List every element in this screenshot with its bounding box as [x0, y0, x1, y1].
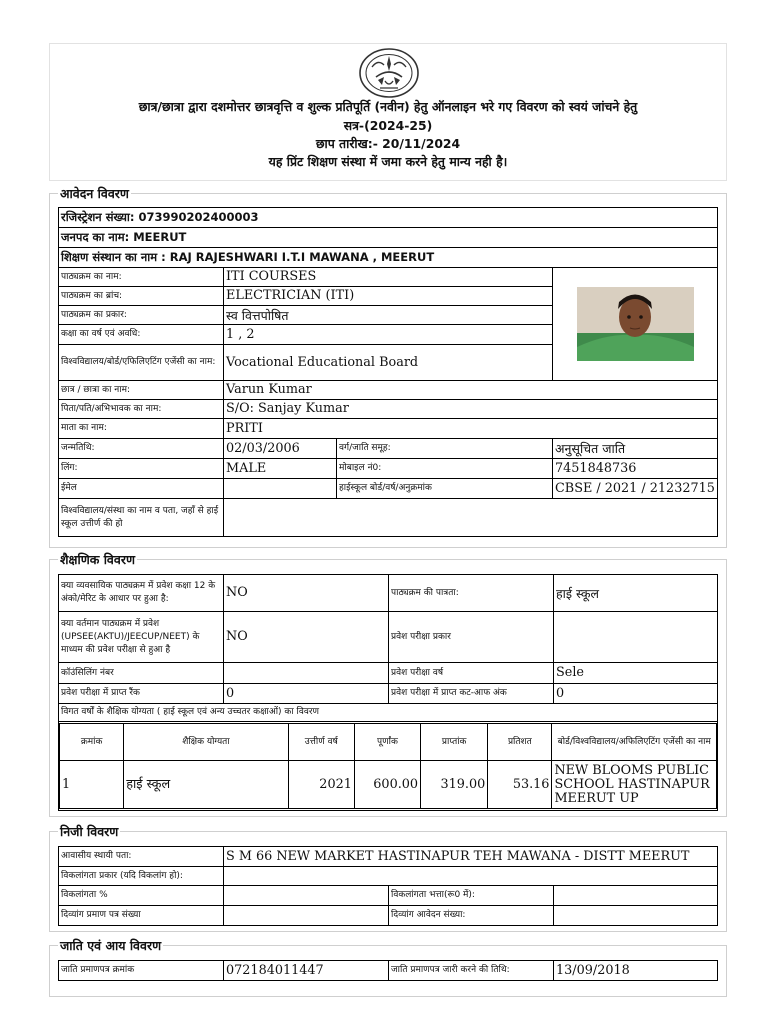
previous-education-label: विगत वर्षों के शैक्षिक योग्यता ( हाई स्कूल एवं अन्य उच्चतर कक्षाओं) का विवरण	[59, 704, 718, 722]
course-name-label: पाठ्यक्रम का नाम:	[59, 268, 224, 287]
counselling-value	[224, 663, 389, 684]
hs-board-value: CBSE / 2021 / 21232715	[553, 479, 718, 499]
vocational-label: क्या व्यवसायिक पाठ्यक्रम में प्रवेश कक्षा 12 के अंको/मेरिट के आधार पर हुआ है:	[59, 575, 224, 612]
institution-name: शिक्षण संस्थान का नाम : RAJ RAJESHWARI I.T.I MAWANA , MEERUT	[59, 248, 718, 268]
emblem-icon	[358, 47, 420, 99]
hs-board-label: हाईस्कूल बोर्ड/वर्ष/अनुक्रमांक	[337, 479, 553, 499]
col-max-marks: पूर्णांक	[354, 724, 420, 761]
divyang-cert-value	[224, 906, 389, 926]
email-label: ईमेल	[59, 479, 224, 499]
board-value: Vocational Educational Board	[224, 345, 553, 381]
gender-label: लिंग:	[59, 459, 224, 479]
eligibility-label: पाठ्यक्रम की पात्रता:	[389, 575, 554, 612]
col-obtained-marks: प्राप्तांक	[421, 724, 488, 761]
vocational-value: NO	[224, 575, 389, 612]
eligibility-value: हाई स्कूल	[554, 575, 718, 612]
address-value: S M 66 NEW MARKET HASTINAPUR TEH MAWANA - DISTT MEERUT	[224, 847, 718, 867]
application-table	[58, 207, 718, 537]
disability-allowance-value	[554, 886, 718, 906]
col-qualification: शैक्षिक योग्यता	[124, 724, 289, 761]
col-pass-year: उत्तीर्ण वर्ष	[288, 724, 354, 761]
caste-cert-label: जाति प्रमाणपत्र क्रमांक	[59, 961, 224, 981]
academic-table	[58, 574, 718, 811]
mother-name-value: PRITI	[224, 419, 718, 439]
disability-allowance-label: विकलांगता भत्ता(रू0 में):	[389, 886, 554, 906]
district-name: जनपद का नाम: MEERUT	[59, 228, 718, 248]
entrance-value: NO	[224, 612, 389, 663]
mobile-value: 7451848736	[553, 459, 718, 479]
row-obtained-marks: 319.00	[421, 761, 488, 809]
photo-cell	[553, 268, 718, 381]
course-type-label: पाठ्यक्रम का प्रकार:	[59, 306, 224, 325]
row-pass-year: 2021	[288, 761, 354, 809]
print-date: छाप तारीख:- 20/11/2024	[315, 136, 461, 151]
board-label: विश्वविद्यालय/बोर्ड/एफिलिएटिंग एजेंसी का नाम:	[59, 345, 224, 381]
gender-value: MALE	[224, 459, 337, 479]
disability-pct-value	[224, 886, 389, 906]
father-name-value: S/O: Sanjay Kumar	[224, 400, 718, 419]
row-serial: 1	[60, 761, 124, 809]
year-value: 1 , 2	[224, 325, 553, 345]
row-qualification: हाई स्कूल	[124, 761, 289, 809]
divyang-app-value	[554, 906, 718, 926]
session-line: सत्र-(2024-25)	[343, 118, 433, 133]
branch-label: पाठ्यक्रम का ब्रांच:	[59, 287, 224, 306]
education-history-table	[59, 723, 717, 809]
col-serial: क्रमांक	[60, 724, 124, 761]
caste-table	[58, 960, 718, 981]
hs-institution-label: विश्वविद्यालय/संस्था का नाम व पता, जहाँ से हाई स्कूल उत्तीर्ण की हो	[59, 499, 224, 537]
exam-type-label: प्रवेश परीक्षा प्रकार	[389, 612, 554, 663]
student-photo	[577, 287, 694, 361]
divyang-cert-label: दिव्यांग प्रमाण पत्र संख्या	[59, 906, 224, 926]
personal-legend: निजी विवरण	[60, 824, 119, 839]
row-max-marks: 600.00	[354, 761, 420, 809]
dob-value: 02/03/2006	[224, 439, 337, 459]
form-title: छात्र/छात्रा द्वारा दशमोत्तर छात्रवृत्ति व शुल्क प्रतिपूर्ति (नवीन) हेतु ऑनलाइन भरे गए विवरण को स्वयं जांचने हेतु	[138, 99, 638, 114]
cutoff-label: प्रवेश परीक्षा में प्राप्त कट-आफ अंक	[389, 684, 554, 704]
edu-table-cell	[59, 722, 718, 811]
exam-year-value: Sele	[554, 663, 718, 684]
validity-note: यह प्रिंट शिक्षण संस्था में जमा करने हेतु मान्य नही है।	[268, 154, 508, 169]
rank-value: 0	[224, 684, 389, 704]
entrance-label: क्या वर्तमान पाठ्यक्रम में प्रवेश (UPSEE(AKTU)/JEECUP/NEET) के माध्यम की प्रवेश परीक्षा से हुआ है	[59, 612, 224, 663]
mother-name-label: माता का नाम:	[59, 419, 224, 439]
course-type-value: स्व वित्तपोषित	[224, 306, 553, 325]
row-percentage: 53.16	[488, 761, 552, 809]
mobile-label: मोबाइल नं0:	[337, 459, 553, 479]
disability-type-label: विकलांगता प्रकार (यदि विकलांग हो):	[59, 867, 224, 886]
disability-pct-label: विकलांगता %	[59, 886, 224, 906]
student-name-label: छात्र / छात्रा का नाम:	[59, 381, 224, 400]
category-label: वर्ग/जाति समूह:	[337, 439, 553, 459]
caste-cert-date-label: जाति प्रमाणपत्र जारी करने की तिथि:	[389, 961, 554, 981]
caste-cert-date-value: 13/09/2018	[554, 961, 718, 981]
year-label: कक्षा का वर्ष एवं अवधि:	[59, 325, 224, 345]
address-label: आवासीय स्थायी पता:	[59, 847, 224, 867]
exam-year-label: प्रवेश परीक्षा वर्ष	[389, 663, 554, 684]
caste-legend: जाति एवं आय विवरण	[60, 938, 162, 953]
father-name-label: पिता/पति/अभिभावक का नाम:	[59, 400, 224, 419]
divyang-app-label: दिव्यांग आवेदन संख्या:	[389, 906, 554, 926]
table-row	[60, 761, 717, 809]
disability-type-value	[224, 867, 718, 886]
col-percentage: प्रतिशत	[488, 724, 552, 761]
category-value: अनुसूचित जाति	[553, 439, 718, 459]
registration-number: रजिस्ट्रेशन संख्या: 073990202400003	[59, 208, 718, 228]
branch-value: ELECTRICIAN (ITI)	[224, 287, 553, 306]
rank-label: प्रवेश परीक्षा में प्राप्त रैंक	[59, 684, 224, 704]
hs-institution-value	[224, 499, 718, 537]
counselling-label: कॉउंसिलिंग नंबर	[59, 663, 224, 684]
cutoff-value: 0	[554, 684, 718, 704]
application-legend: आवेदन विवरण	[60, 186, 129, 201]
row-board: NEW BLOOMS PUBLIC SCHOOL HASTINAPUR MEERUT UP	[552, 761, 717, 809]
caste-cert-value: 072184011447	[224, 961, 389, 981]
student-name-value: Varun Kumar	[224, 381, 718, 400]
email-value	[224, 479, 337, 499]
course-name-value: ITI COURSES	[224, 268, 553, 287]
dob-label: जन्मतिथि:	[59, 439, 224, 459]
academic-legend: शैक्षणिक विवरण	[60, 552, 135, 567]
personal-table	[58, 846, 718, 926]
col-board: बोर्ड/विश्वविद्यालय/अफिलिएटिंग एजेंसी का नाम	[552, 724, 717, 761]
exam-type-value	[554, 612, 718, 663]
